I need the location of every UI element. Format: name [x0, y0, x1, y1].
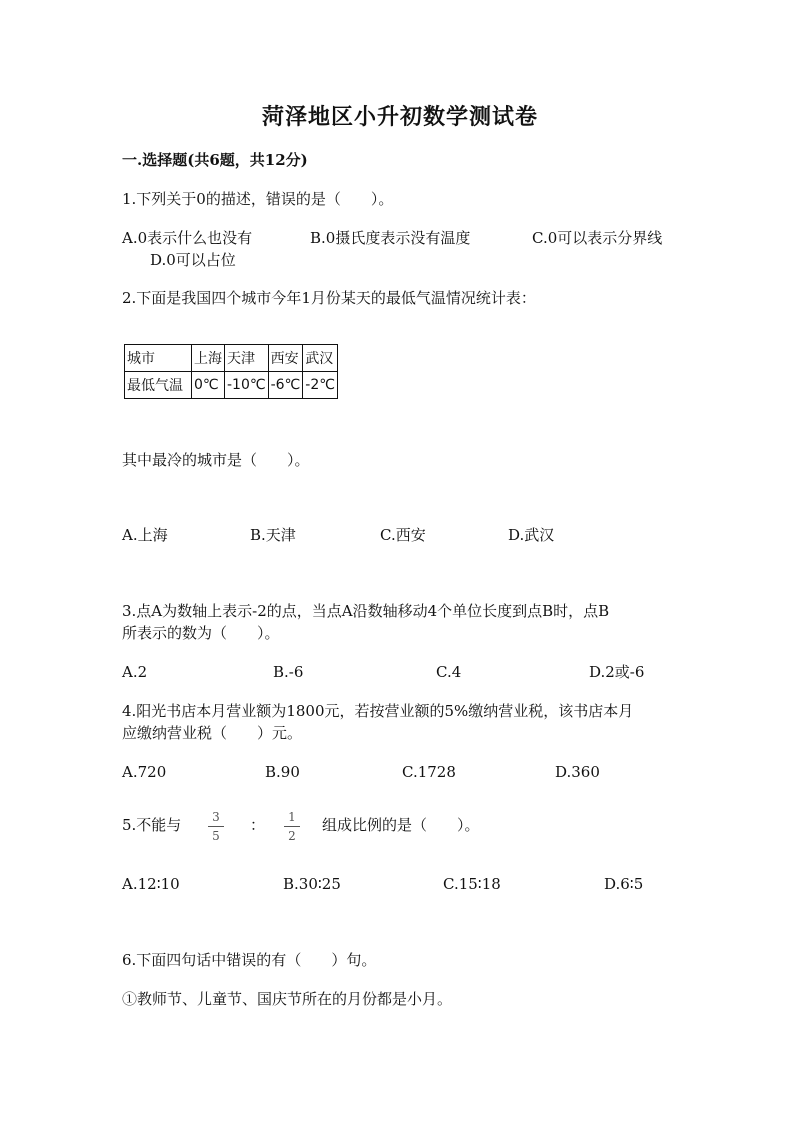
temperature-table — [124, 344, 338, 399]
question-2-option-c[interactable]: C.西安 — [380, 526, 426, 544]
fraction-denominator: 5 — [212, 829, 220, 843]
question-5-prefix: 5.不能与 — [122, 816, 182, 834]
fraction-one-half — [284, 810, 300, 843]
question-4-option-b[interactable]: B.90 — [265, 763, 300, 781]
question-1-text: 1.下列关于0的描述，错误的是（ ）。 — [122, 190, 394, 208]
question-2-option-a[interactable]: A.上海 — [122, 526, 168, 544]
question-3-option-a[interactable]: A.2 — [122, 663, 148, 681]
question-5-option-c[interactable]: C.15∶18 — [443, 875, 501, 893]
page-title: 菏泽地区小升初数学测试卷 — [261, 104, 538, 130]
section-heading: 一.选择题(共6题，共12分) — [122, 151, 308, 169]
question-1-option-b[interactable]: B.0摄氏度表示没有温度 — [310, 229, 471, 247]
fraction-numerator: 3 — [212, 810, 220, 824]
question-4-option-c[interactable]: C.1728 — [402, 763, 456, 781]
fraction-three-fifths — [208, 810, 224, 843]
question-6-item-1: ①教师节、儿童节、国庆节所在的月份都是小月。 — [122, 990, 453, 1008]
question-1-option-d[interactable]: D.0可以占位 — [150, 251, 236, 269]
question-3-option-c[interactable]: C.4 — [436, 663, 462, 681]
table-cell: 城市 — [125, 345, 192, 372]
question-2-subtext: 其中最冷的城市是（ ）。 — [122, 451, 310, 469]
ratio-colon: ： — [250, 816, 266, 834]
question-5-option-b[interactable]: B.30∶25 — [283, 875, 341, 893]
table-cell: 最低气温 — [125, 372, 192, 399]
fraction-denominator: 2 — [288, 829, 296, 843]
question-1-option-c[interactable]: C.0可以表示分界线 — [532, 229, 663, 247]
question-4-option-d[interactable]: D.360 — [555, 763, 600, 781]
table-cell: 武汉 — [303, 345, 338, 372]
question-2-option-d[interactable]: D.武汉 — [508, 526, 555, 544]
table-cell: 上海 — [192, 345, 225, 372]
table-cell: 西安 — [268, 345, 303, 372]
question-4-option-a[interactable]: A.720 — [122, 763, 167, 781]
question-3-text-line2: 所表示的数为（ ）。 — [122, 624, 280, 642]
table-cell: -2℃ — [303, 372, 338, 399]
question-6-text: 6.下面四句话中错误的有（ ）句。 — [122, 951, 377, 969]
question-2-option-b[interactable]: B.天津 — [250, 526, 296, 544]
question-1-option-a[interactable]: A.0表示什么也没有 — [122, 229, 253, 247]
question-5-option-a[interactable]: A.12∶10 — [122, 875, 180, 893]
fraction-numerator: 1 — [288, 810, 296, 824]
table-header-row — [125, 345, 338, 372]
question-2-text: 2.下面是我国四个城市今年1月份某天的最低气温情况统计表： — [122, 289, 536, 307]
fraction-bar — [208, 826, 224, 827]
fraction-bar — [284, 826, 300, 827]
table-cell: -6℃ — [268, 372, 303, 399]
table-row — [125, 372, 338, 399]
table-cell: -10℃ — [225, 372, 269, 399]
table-cell: 0℃ — [192, 372, 225, 399]
question-3-text-line1: 3.点A为数轴上表示-2的点，当点A沿数轴移动4个单位长度到点B时，点B — [122, 602, 610, 620]
question-3-option-d[interactable]: D.2或-6 — [589, 663, 645, 681]
question-3-option-b[interactable]: B.-6 — [273, 663, 304, 681]
question-4-text-line2: 应缴纳营业税（ ）元。 — [122, 724, 303, 742]
table-cell: 天津 — [225, 345, 269, 372]
question-5-option-d[interactable]: D.6∶5 — [604, 875, 644, 893]
question-5-suffix: 组成比例的是（ ）。 — [322, 816, 480, 834]
question-4-text-line1: 4.阳光书店本月营业额为1800元，若按营业额的5%缴纳营业税，该书店本月 — [122, 702, 634, 720]
